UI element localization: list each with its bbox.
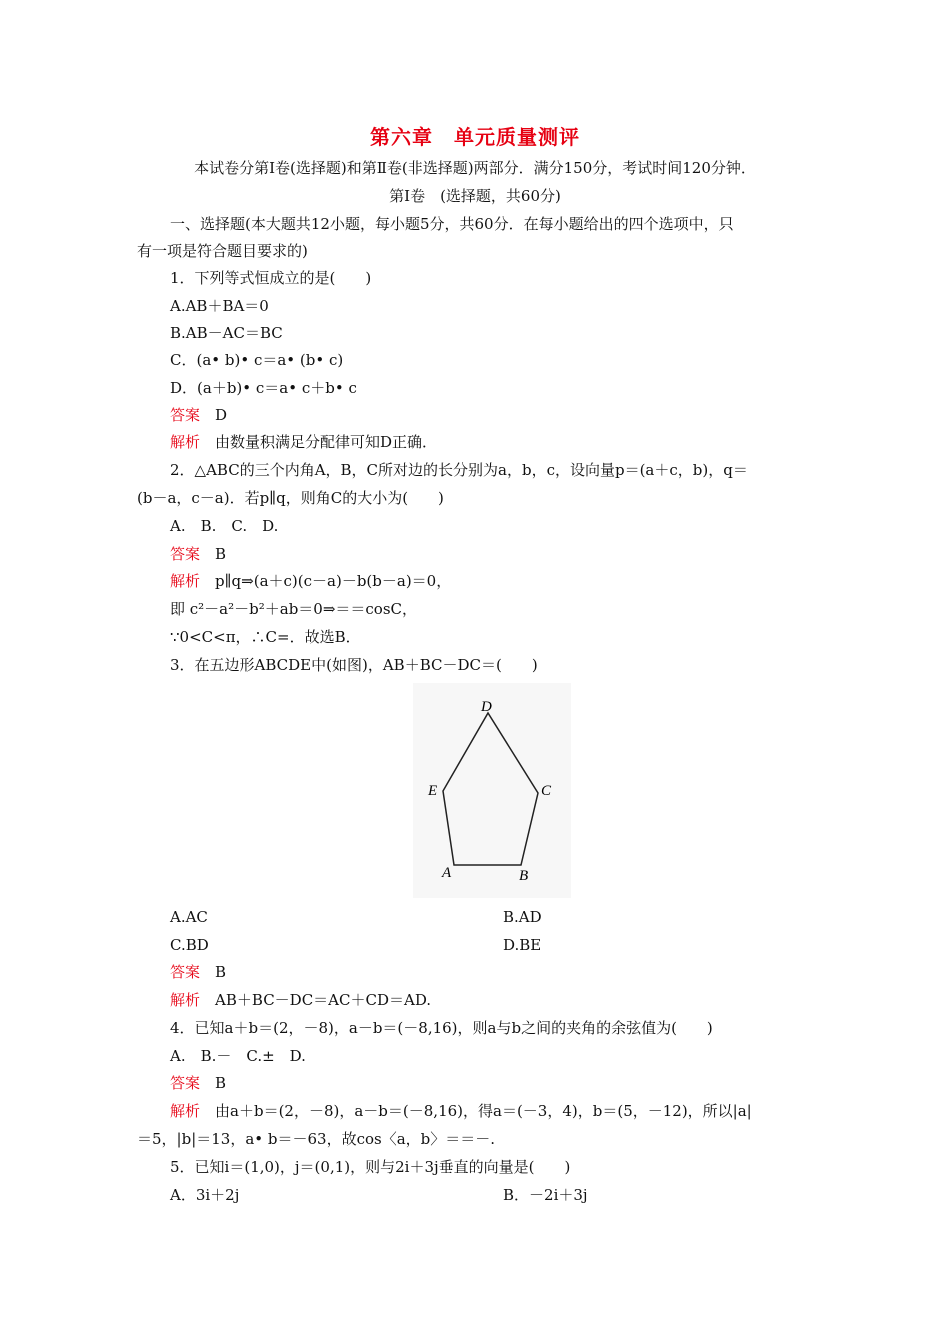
q2-options: A. B. C. D. (170, 517, 279, 535)
pentagon-shape (443, 713, 538, 865)
q4-analysis-line2: ＝5，|b|＝13，a• b＝－63，故cos〈a，b〉＝＝－. (137, 1130, 496, 1148)
answer-value: B (215, 1074, 227, 1092)
analysis-text: AB＋BC－DC＝AC＋CD＝AD. (215, 991, 432, 1009)
analysis-label: 解析 (170, 991, 201, 1009)
q3-option-b: B.AD (503, 908, 542, 926)
q2-analysis-line2: 即 c²－a²－b²＋ab＝0⇒＝＝cosC， (170, 600, 418, 618)
answer-label: 答案 (170, 1074, 201, 1092)
q3-option-d: D.BE (503, 936, 542, 954)
page-title: 第六章 单元质量测评 (370, 125, 580, 149)
exam-intro: 本试卷分第Ⅰ卷(选择题)和第Ⅱ卷(非选择题)两部分．满分150分，考试时间120分钟． (194, 159, 756, 177)
q1-option-d: D．(a＋b)• c＝a• c＋b• c (170, 379, 357, 397)
answer-label: 答案 (170, 963, 201, 981)
answer-value: B (215, 545, 227, 563)
part1-heading: 第Ⅰ卷 (选择题，共60分) (389, 187, 561, 205)
q1-answer (170, 405, 227, 425)
q3-stem: 3．在五边形ABCDE中(如图)，AB＋BC－DC＝( ) (170, 656, 538, 674)
pentagon-figure (413, 683, 571, 898)
answer-value: B (215, 963, 227, 981)
analysis-text: p∥q⇒(a＋c)(c－a)－b(b－a)＝0， (215, 572, 452, 590)
q2-stem-cont: (b－a，c－a)．若p∥q，则角C的大小为( ) (137, 489, 444, 507)
analysis-label: 解析 (170, 1102, 201, 1120)
q4-answer (170, 1073, 226, 1093)
answer-value: D (215, 406, 228, 424)
analysis-text: 由a＋b＝(2，－8)，a－b＝(－8,16)，得a＝(－3，4)，b＝(5，－12)，所以|a| (215, 1102, 752, 1120)
analysis-text: 由数量积满足分配律可知D正确． (215, 433, 438, 451)
q1-option-b: B.AB－AC＝BC (170, 324, 283, 342)
section1-heading-cont: 有一项是符合题目要求的) (137, 242, 308, 260)
analysis-label: 解析 (170, 433, 201, 451)
q3-analysis (170, 990, 431, 1010)
section1-heading: 一、选择题(本大题共12小题，每小题5分，共60分．在每小题给出的四个选项中，只 (170, 215, 734, 233)
q5-option-a: A．3i＋2j (170, 1186, 240, 1204)
q3-answer (170, 962, 226, 982)
q2-stem: 2．△ABC的三个内角A，B，C所对边的长分别为a，b，c，设向量p＝(a＋c，b)，q＝ (170, 461, 748, 479)
q1-option-a: A.AB＋BA＝0 (170, 297, 269, 315)
vertex-label-b: B (519, 868, 529, 884)
answer-label: 答案 (170, 545, 201, 563)
q1-analysis (170, 432, 437, 452)
q1-stem: 1．下列等式恒成立的是( ) (170, 269, 372, 287)
q5-stem: 5．已知i＝(1,0)，j＝(0,1)，则与2i＋3j垂直的向量是( ) (170, 1158, 571, 1176)
q4-analysis (170, 1101, 752, 1121)
q4-options: A. B.－ C.± D. (170, 1047, 306, 1065)
vertex-label-a: A (442, 865, 452, 881)
q3-option-a: A.AC (170, 908, 208, 926)
q2-answer (170, 544, 226, 564)
q3-option-c: C.BD (170, 936, 209, 954)
q5-option-b: B．－2i＋3j (503, 1186, 588, 1204)
vertex-label-c: C (541, 783, 552, 799)
q2-analysis-line3: ∵0<C<π，∴C=．故选B． (170, 628, 361, 646)
q2-analysis (170, 571, 451, 591)
vertex-label-d: D (481, 699, 492, 715)
analysis-label: 解析 (170, 572, 201, 590)
vertex-label-e: E (428, 783, 438, 799)
q1-option-c: C．(a• b)• c＝a• (b• c) (170, 351, 344, 369)
q4-stem: 4．已知a＋b＝(2，－8)，a－b＝(－8,16)，则a与b之间的夹角的余弦值为( ) (170, 1019, 713, 1037)
answer-label: 答案 (170, 406, 201, 424)
